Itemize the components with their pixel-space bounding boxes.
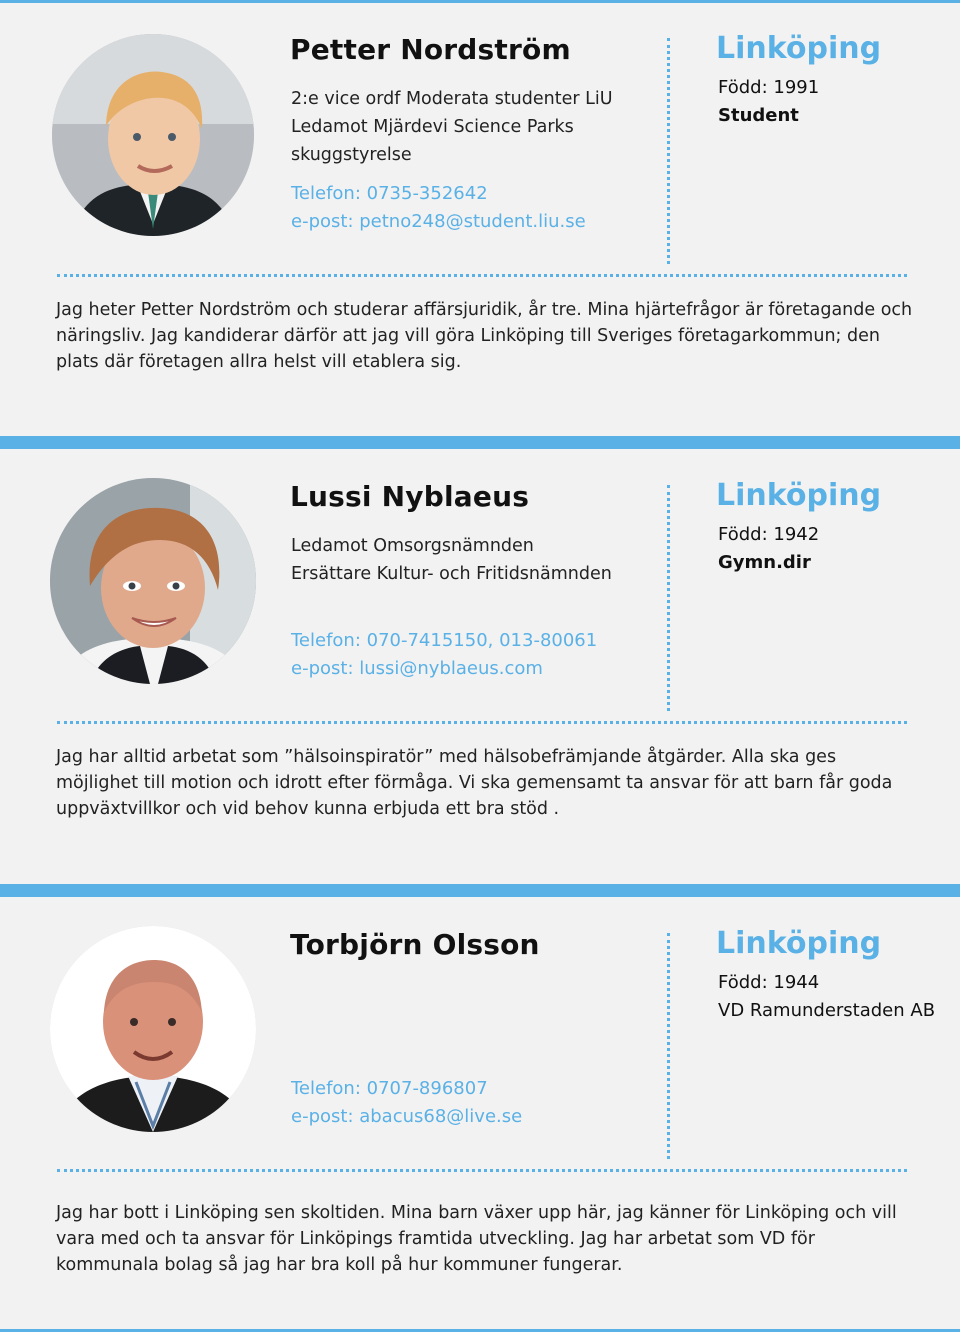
contact-info xyxy=(291,1075,522,1131)
role-line: Ledamot Mjärdevi Science Parks xyxy=(291,117,574,137)
candidate-photo xyxy=(50,478,256,684)
birth-year: Född: 1991 xyxy=(718,77,820,98)
candidate-facts xyxy=(718,521,819,577)
email-link[interactable]: e-post: lussi@nyblaeus.com xyxy=(291,658,543,679)
candidate-roles xyxy=(291,85,613,169)
vertical-divider xyxy=(667,38,670,264)
candidate-bio: Jag heter Petter Nordström och studerar affärsjuridik, år tre. Mina hjärtefrågor är företagande och näringsliv. Jag kandiderar därför att jag vill göra Linköping till Sveriges företagarkommun; den plats där företagen allra helst vill etablera sig. xyxy=(56,300,913,372)
candidate-name: Torbjörn Olsson xyxy=(290,928,540,961)
occupation: Gymn.dir xyxy=(718,552,811,573)
candidate-facts xyxy=(718,969,935,1025)
city-label: Linköping xyxy=(716,926,882,961)
candidate-card-3 xyxy=(0,897,960,1329)
candidate-name: Petter Nordström xyxy=(290,33,571,66)
horizontal-divider xyxy=(57,721,907,724)
city-label: Linköping xyxy=(716,31,882,66)
birth-year: Född: 1944 xyxy=(718,972,820,993)
candidate-roles xyxy=(291,532,612,588)
role-line: 2:e vice ordf Moderata studenter LiU xyxy=(291,89,613,109)
contact-info xyxy=(291,180,586,236)
phone: Telefon: 0735-352642 xyxy=(291,183,488,204)
horizontal-divider xyxy=(57,1169,907,1172)
candidate-name: Lussi Nyblaeus xyxy=(290,480,530,513)
candidate-photo xyxy=(50,926,256,1132)
email-link[interactable]: e-post: petno248@student.liu.se xyxy=(291,211,586,232)
city-label: Linköping xyxy=(716,478,882,513)
section-separator xyxy=(0,884,960,897)
phone: Telefon: 0707-896807 xyxy=(291,1078,488,1099)
role-line: Ersättare Kultur- och Fritidsnämnden xyxy=(291,564,612,584)
candidate-bio: Jag har alltid arbetat som ”hälsoinspiratör” med hälsobefrämjande åtgärder. Alla ska ges möjlighet till motion och idrott efter förmåga. Vi ska gemensamt ta ansvar för att barn får goda uppväxtvillkor och vid behov kunna erbjuda ett bra stöd . xyxy=(56,747,893,819)
candidate-card-2 xyxy=(0,449,960,885)
vertical-divider xyxy=(667,485,670,711)
candidate-bio: Jag har bott i Linköping sen skoltiden. Mina barn växer upp här, jag känner för Linköping och vill vara med och ta ansvar för Linköpings framtida utveckling. Jag har arbetat som VD för kommunala bolag så jag har bra koll på hur kommuner fungerar. xyxy=(56,1203,897,1275)
candidate-card-1 xyxy=(0,0,960,436)
vertical-divider xyxy=(667,933,670,1159)
role-line: skuggstyrelse xyxy=(291,145,412,165)
birth-year: Född: 1942 xyxy=(718,524,820,545)
section-separator xyxy=(0,436,960,449)
occupation: Student xyxy=(718,105,799,126)
phone: Telefon: 070-7415150, 013-80061 xyxy=(291,630,598,651)
candidate-facts xyxy=(718,74,819,130)
candidate-photo xyxy=(52,34,254,236)
contact-info xyxy=(291,627,597,683)
occupation: VD Ramunderstaden AB xyxy=(718,1000,936,1021)
role-line: Ledamot Omsorgsnämnden xyxy=(291,536,534,556)
horizontal-divider xyxy=(57,274,907,277)
email-link[interactable]: e-post: abacus68@live.se xyxy=(291,1106,523,1127)
